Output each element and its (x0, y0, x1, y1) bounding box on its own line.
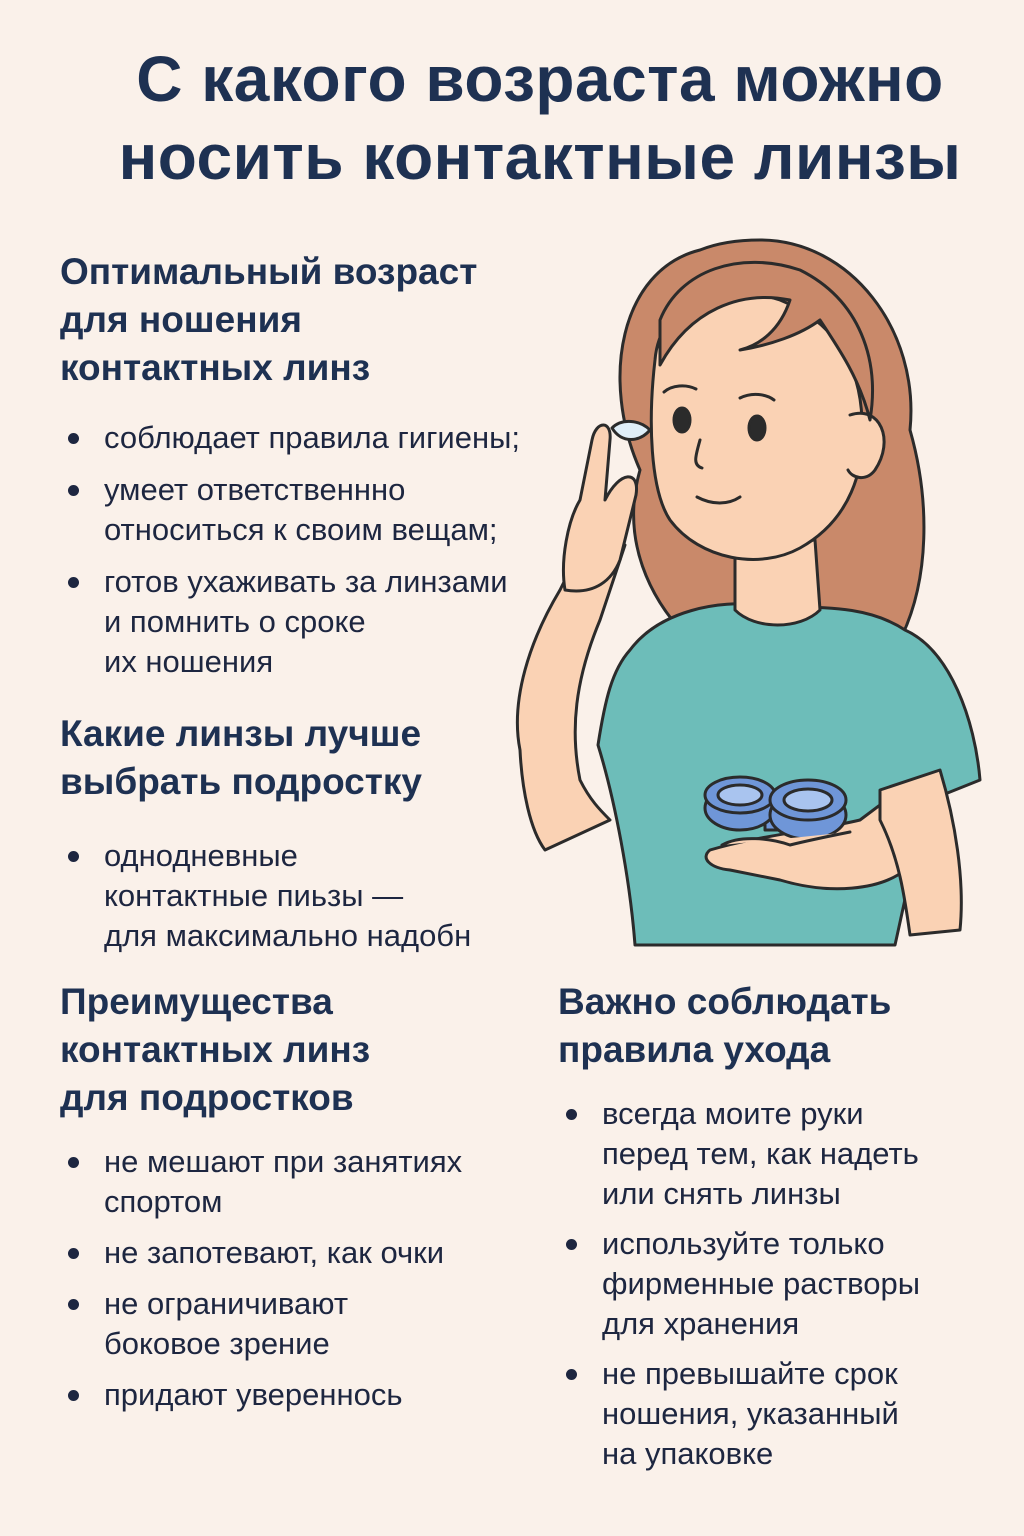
girl-with-contact-lens-illustration (500, 230, 1000, 960)
list-item-text: не запотевают, как очки (104, 1235, 445, 1270)
section-title-line: правила ухода (558, 1029, 831, 1070)
list-item (558, 1354, 998, 1474)
list-item-text: на упаковке (602, 1436, 774, 1471)
section-title-line: для подростков (60, 1077, 354, 1118)
list-item (558, 1224, 998, 1344)
list-item-text: не ограничивают (104, 1286, 349, 1321)
section-title-line: контактных линз (60, 1029, 371, 1070)
section-title-line: Какие линзы лучше (60, 713, 422, 754)
section-title-line: контактных линз (60, 347, 371, 388)
list-item-text: используйте только (602, 1226, 885, 1261)
bullet-list (60, 836, 540, 956)
page-title-line-2: носить контактные линзы (118, 121, 962, 193)
list-item-text: умеет ответственнно (104, 472, 406, 507)
list-item-text: однодневные (104, 838, 298, 873)
list-item-text: не мешают при занятиях (104, 1144, 463, 1179)
list-item-text: готов ухаживать за линзами (104, 564, 508, 599)
section-care-rules (558, 978, 998, 1474)
list-item-text: их ношения (104, 644, 274, 679)
bullet-list (60, 1142, 530, 1415)
section-title (60, 978, 530, 1122)
bullet-list (558, 1094, 998, 1474)
list-item-text: и помнить о сроке (104, 604, 366, 639)
page-title-line-1: С какого возраста можно (136, 43, 944, 115)
list-item (60, 1142, 530, 1222)
list-item-text: всегда моите руки (602, 1096, 864, 1131)
list-item (60, 1375, 530, 1415)
section-title (60, 710, 540, 806)
list-item-text: боковое зрение (104, 1326, 330, 1361)
page-title (90, 40, 990, 196)
contact-lens (612, 421, 650, 439)
list-item-text: спортом (104, 1184, 223, 1219)
list-item (558, 1094, 998, 1214)
section-advantages (60, 978, 530, 1415)
list-item (60, 1284, 530, 1364)
list-item-text: придают увереннось (104, 1377, 403, 1412)
list-item-text: для хранения (602, 1306, 800, 1341)
section-title-line: Важно соблюдать (558, 981, 892, 1022)
list-item-text: не превышайте срок (602, 1356, 898, 1391)
list-item-text: относиться к своим вещам; (104, 512, 498, 547)
list-item-text: ношения, указанный (602, 1396, 899, 1431)
list-item-text: контактные пиьзы — (104, 878, 404, 913)
eye-left (674, 408, 690, 432)
section-title-line: для ношения (60, 299, 302, 340)
list-item (60, 1233, 530, 1273)
list-item-text: соблюдает правила гигиены; (104, 420, 520, 455)
eye-right (749, 416, 765, 440)
list-item-text: или снять линзы (602, 1176, 841, 1211)
section-title-line: выбрать подростку (60, 761, 422, 802)
list-item-text: перед тем, как надеть (602, 1136, 919, 1171)
list-item-text: для максимально надобн (104, 918, 472, 953)
section-which-lenses (60, 710, 540, 956)
raised-hand (563, 425, 636, 591)
list-item-text: фирменные растворы (602, 1266, 921, 1301)
list-item (60, 836, 540, 956)
section-title-line: Преимущества (60, 981, 333, 1022)
section-title (558, 978, 998, 1074)
section-title-line: Оптимальный возраст (60, 251, 478, 292)
